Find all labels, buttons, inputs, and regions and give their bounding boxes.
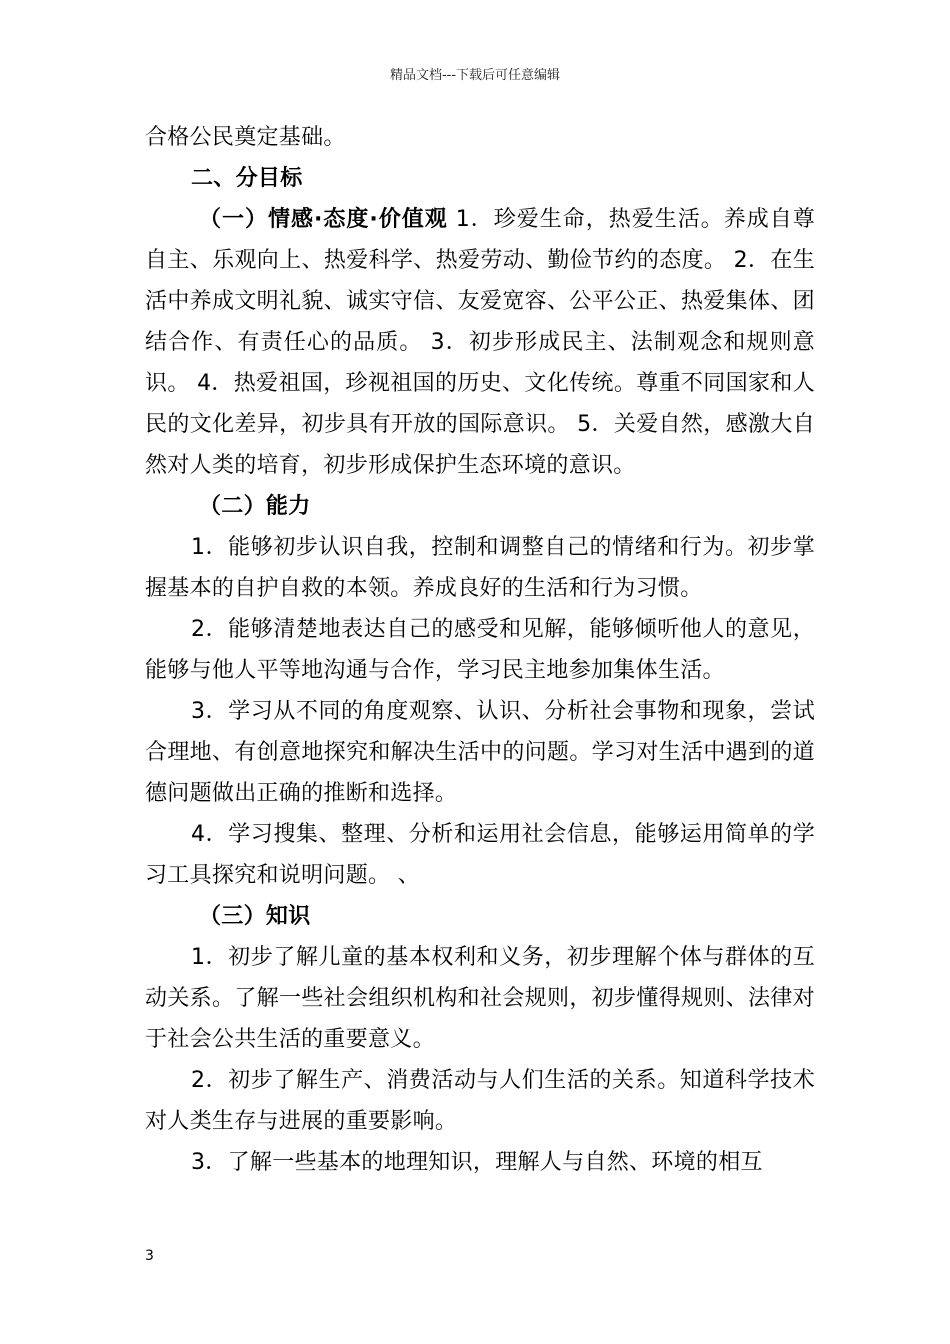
page-header: 精品文档---下载后可任意编辑 <box>389 68 561 83</box>
ability-item-3: 3．学习从不同的角度观察、认识、分析社会事物和现象，尝试合理地、有创意地探究和解决生活中的问题。学习对生活中遇到的道德问题做出正确的推断和选择。 <box>145 699 815 806</box>
subsection-heading-emotion: （一）情感·态度·价值观 <box>199 207 448 232</box>
knowledge-item-1: 1．初步了解儿童的基本权利和义务，初步理解个体与群体的互动关系。了解一些社会组织机构和社会规则，初步懂得规则、法律对于社会公共生活的重要意义。 <box>145 945 815 1052</box>
ability-item-2: 2．能够清楚地表达自己的感受和见解，能够倾听他人的意见，能够与他人平等地沟通与合作，学习民主地参加集体生活。 <box>145 617 815 683</box>
ability-item-1: 1．能够初步认识自我，控制和调整自己的情绪和行为。初步掌握基本的自护自救的本领。养成良好的生活和行为习惯。 <box>145 535 815 601</box>
paragraph-emotion-attitude-values <box>145 199 815 486</box>
document-body <box>145 117 815 1183</box>
knowledge-item-3: 3．了解一些基本的地理知识，理解人与自然、环境的相互 <box>191 1150 763 1175</box>
section-heading-goals: 二、分目标 <box>191 166 303 191</box>
subsection-heading-knowledge: （三）知识 <box>199 904 311 929</box>
ability-item-4: 4．学习搜集、整理、分析和运用社会信息，能够运用简单的学习工具探究和说明问题。 、 <box>145 822 815 888</box>
emotion-text: 1．珍爱生命，热爱生活。养成自尊自主、乐观向上、热爱科学、热爱劳动、勤俭节约的态度。 2．在生活中养成文明礼貌、诚实守信、友爱宽容、公平公正、热爱集体、团结合作、有责任心的品质。 3．初步形成民主、法制观念和规则意识。 4．热爱祖国，珍视祖国的历史、文化传统。尊重不同国家和人民的文化差异，初步具有开放的国际意识。 5．关爱自然，感激大自然对人类的培育，初步形成保护生态环境的意识。 <box>145 207 815 478</box>
page-number: 3 <box>145 1248 154 1264</box>
subsection-heading-ability: （二）能力 <box>199 494 311 519</box>
knowledge-item-2: 2．初步了解生产、消费活动与人们生活的关系。知道科学技术对人类生存与进展的重要影响。 <box>145 1068 815 1134</box>
paragraph-intro: 合格公民奠定基础。 <box>145 125 346 150</box>
